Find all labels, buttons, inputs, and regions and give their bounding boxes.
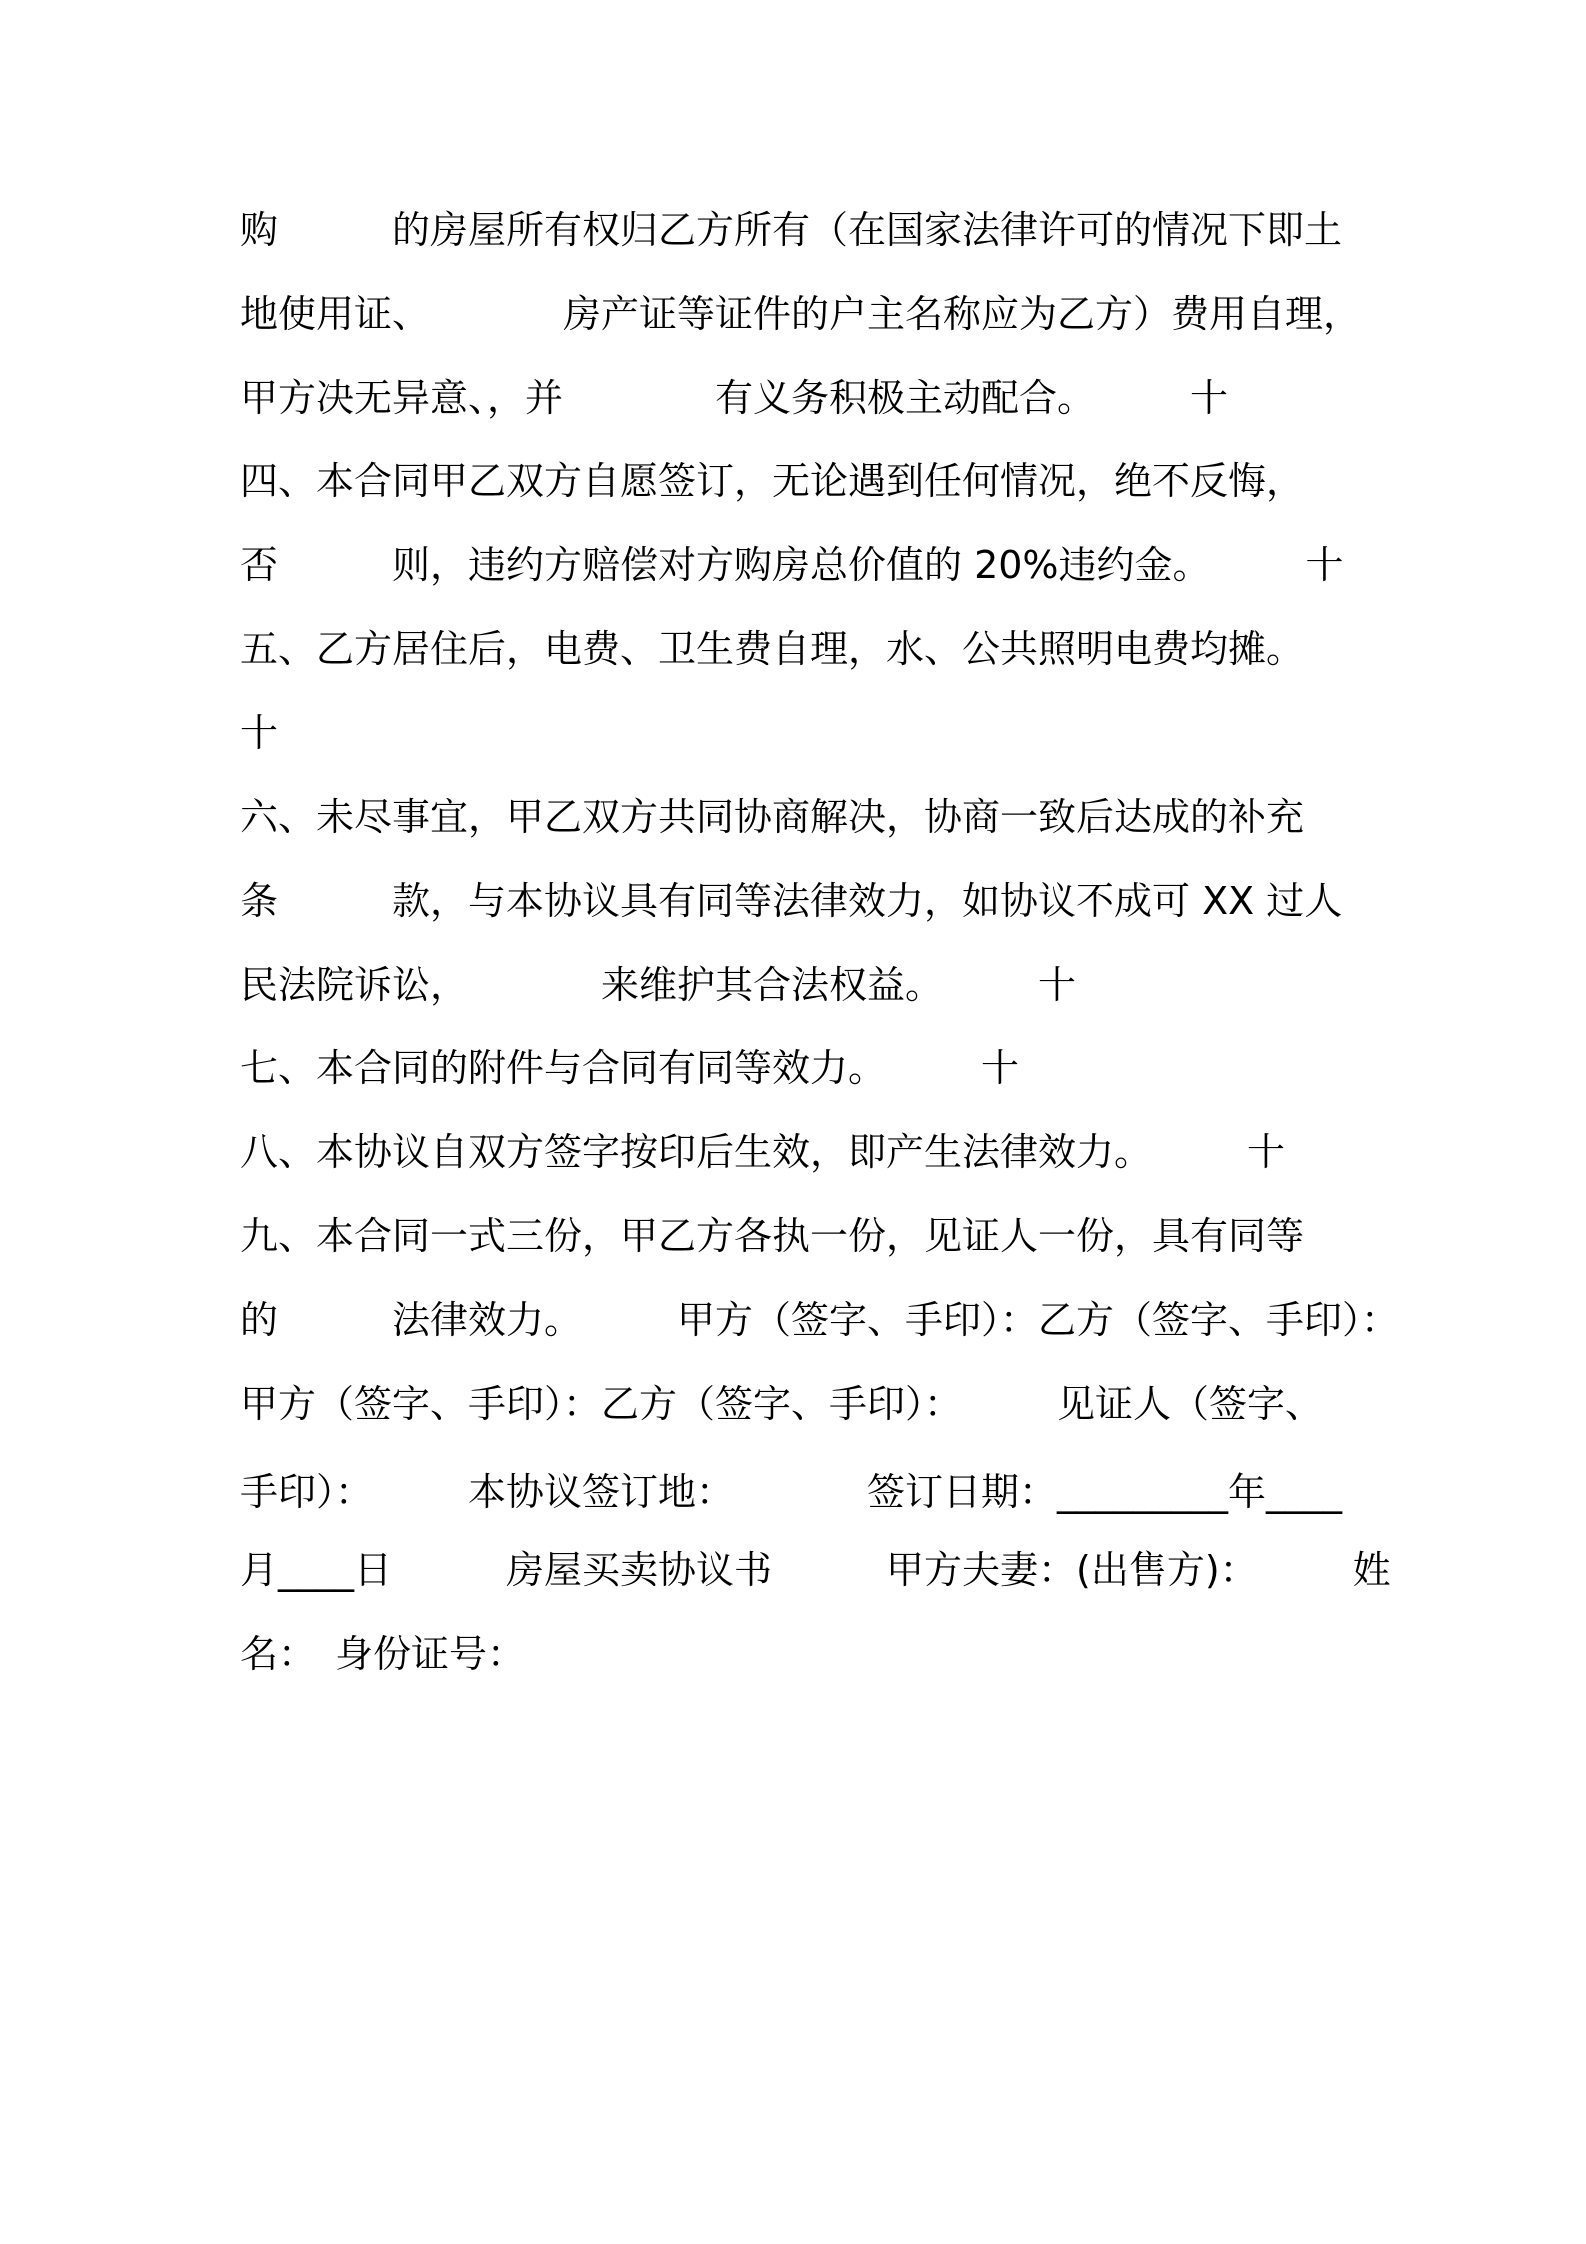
text-line-3: 甲方决无异意、，并 有义务积极主动配合。 十 — [240, 376, 1229, 420]
text-line-1: 购 的房屋所有权归乙方所有（在国家法律许可的情况下即土 — [240, 208, 1343, 252]
text-line-11: 七、本合同的附件与合同有同等效力。 十 — [240, 1046, 1020, 1090]
text-line-6: 五、乙方居住后，电费、卫生费自理，水、公共照明电费均摊。 — [240, 627, 1305, 671]
text-line-14: 的 法律效力。 甲方（签字、手印）：乙方（签字、手印）： — [240, 1298, 1400, 1342]
text-line-8: 六、未尽事宜，甲乙双方共同协商解决，协商一致后达成的补充 — [240, 795, 1305, 839]
text-line-18: 名： 身份证号： — [240, 1632, 526, 1676]
text-line-5: 否 则，违约方赔偿对方购房总价值的 20%违约金。 十 — [240, 543, 1344, 587]
text-line-12: 八、本协议自双方签字按印后生效，即产生法律效力。 十 — [240, 1130, 1286, 1174]
text-line-13: 九、本合同一式三份，甲乙方各执一份，见证人一份，具有同等 — [240, 1214, 1305, 1258]
text-line-2: 地使用证、 房产证等证件的户主名称应为乙方）费用自理， — [240, 292, 1362, 336]
text-line-16: 手印）： 本协议签订地： 签订日期：_________年____ — [240, 1470, 1343, 1514]
text-line-10: 民法院诉讼， 来维护其合法权益。 十 — [240, 963, 1077, 1007]
text-line-4: 四、本合同甲乙双方自愿签订，无论遇到任何情况，绝不反悔， — [240, 459, 1305, 503]
text-line-15: 甲方（签字、手印）：乙方（签字、手印）： 见证人（签字、 — [240, 1382, 1324, 1426]
text-line-17: 月____日 房屋买卖协议书 甲方夫妻：(出售方)： 姓 — [240, 1548, 1391, 1592]
text-line-7: 十 — [240, 711, 279, 755]
text-line-9: 条 款，与本协议具有同等法律效力，如协议不成可 XX 过人 — [240, 879, 1343, 923]
